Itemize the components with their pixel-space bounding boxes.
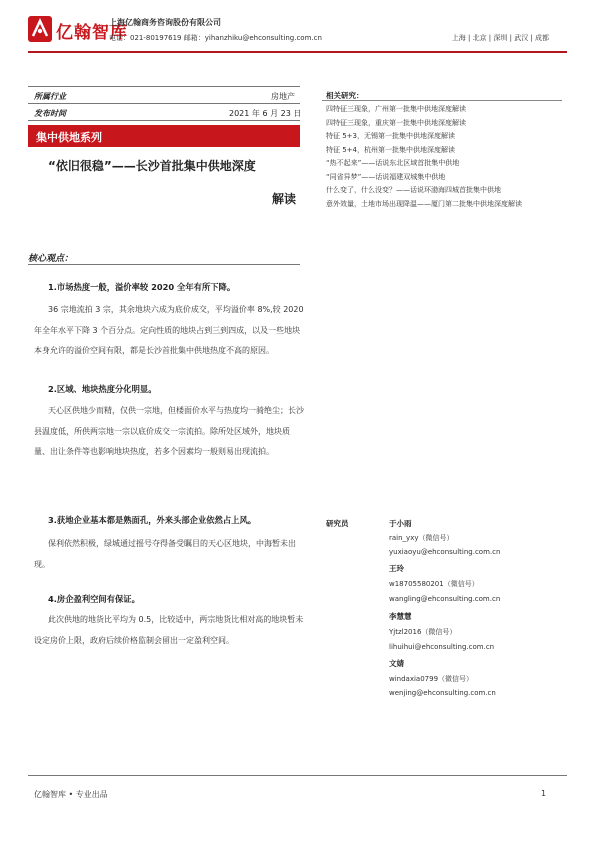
related-research-link[interactable]: “热不起来”——话说东北区域首批集中供地 <box>326 159 460 167</box>
industry-value: 房地产 <box>271 92 295 101</box>
related-research-list <box>326 103 554 211</box>
related-research-label: 相关研究： <box>326 91 364 100</box>
core-viewpoints-label: 核心观点： <box>28 254 74 264</box>
point-text: 此次供地的地货比平均为 0.5，比较适中，两宗地货比相对高的地块暂未设定房价上限，政府后续价格监制会留出一定盈利空间。 <box>34 615 304 645</box>
point-heading: 1.市场热度一般，溢价率较 2020 全年有所下降。 <box>48 282 236 292</box>
researcher-name: 王玲 <box>389 564 404 573</box>
researcher-email[interactable]: wenjing@ehconsulting.com.cn <box>389 689 496 697</box>
researchers-label: 研究员 <box>326 519 349 528</box>
report-title-line2: 解读 <box>272 192 297 206</box>
point-heading: 3.获地企业基本都是熟面孔，外来头部企业依然占上风。 <box>48 515 257 525</box>
series-banner-label: 集中供地系列 <box>36 131 102 144</box>
related-research-link[interactable]: “同省异梦”——话说福建双城集中供地 <box>326 172 446 181</box>
related-research-link[interactable]: 意外效量，土地市场出现降温——厦门第二批集中供地深度解读 <box>326 199 522 208</box>
brand-name: 亿翰智库 <box>56 23 128 43</box>
related-research-link[interactable]: 什么变了，什么没变？——话说环渤海四城首批集中供地 <box>326 186 501 194</box>
meta-divider <box>28 120 300 121</box>
researcher-email[interactable]: lihuihui@ehconsulting.com.cn <box>389 643 495 651</box>
page-number: 1 <box>541 789 547 798</box>
logo-icon <box>28 16 52 42</box>
point-heading: 2.区域、地块热度分化明显。 <box>48 384 157 394</box>
researcher-wechat: rain_yxy（微信号） <box>389 534 454 542</box>
header-divider <box>28 51 567 53</box>
researcher-name: 于小雨 <box>389 519 412 528</box>
date-label: 发布时间 <box>34 109 66 118</box>
related-research-link[interactable]: 特征 5+4，杭州第一批集中供地深度解读 <box>326 145 455 154</box>
meta-divider <box>28 103 300 104</box>
office-cities: 上海 | 北京 | 深圳 | 武汉 | 成都 <box>451 34 549 42</box>
related-divider <box>322 100 562 101</box>
researcher-email[interactable]: wangling@ehconsulting.com.cn <box>389 595 501 603</box>
related-research-link[interactable]: 四特征三现象，重庆第一批集中供地深度解读 <box>326 118 466 127</box>
meta-divider <box>28 86 300 87</box>
footer-divider <box>28 775 567 776</box>
researcher-email[interactable]: yuxiaoyu@ehconsulting.com.cn <box>389 548 501 556</box>
researcher-wechat: w18705580201（微信号） <box>389 580 479 588</box>
date-value: 2021 年 6 月 23 日 <box>229 109 302 118</box>
point-text: 天心区供地少而精，仅供一宗地，但楼面价水平与热度均一骑绝尘；长沙县温度低，所供两宗地一宗以底价成交一宗流拍。除所处区域外，地块质量、出让条件等也影响地块热度，若多个因素均一般则易出现流拍。 <box>34 406 304 456</box>
series-banner <box>28 125 300 147</box>
point-heading: 4.房企盈利空间有保证。 <box>48 594 140 604</box>
researcher-name: 李慧慧 <box>389 612 412 621</box>
researcher-wechat: Yjtzl2016（微信号） <box>389 628 457 636</box>
footer-text: 亿翰智库 • 专业出品 <box>34 790 108 799</box>
related-research-link[interactable]: 四特征三现象，广州第一批集中供地深度解读 <box>326 105 466 113</box>
contact-info: 电话：021-80197619 邮箱：yihanzhiku@ehconsulting.com.cn <box>109 34 322 42</box>
report-title-line1: “依旧很稳”——长沙首批集中供地深度 <box>48 159 256 173</box>
researcher-name: 文婧 <box>389 659 404 668</box>
point-text: 36 宗地流拍 3 宗，其余地块六成为底价成交，平均溢价率 8%,较 2020 年全年水平下降 3 个百分点。定向性质的地块占到三到四成，以及一些地块本身允许的溢价空间有限，都是长沙首批集中供地热度不高的原因。 <box>34 305 304 355</box>
industry-label: 所属行业 <box>34 92 66 101</box>
company-name: 上海亿翰商务咨询股份有限公司 <box>109 18 221 27</box>
core-divider <box>28 264 300 265</box>
researcher-wechat: windaxia0799（微信号） <box>389 675 474 683</box>
related-research-link[interactable]: 特征 5+3，无锡第一批集中供地深度解读 <box>326 132 455 140</box>
point-text: 保利依然积极，绿城通过摇号夺得备受瞩目的天心区地块，中海暂未出现。 <box>34 539 296 569</box>
